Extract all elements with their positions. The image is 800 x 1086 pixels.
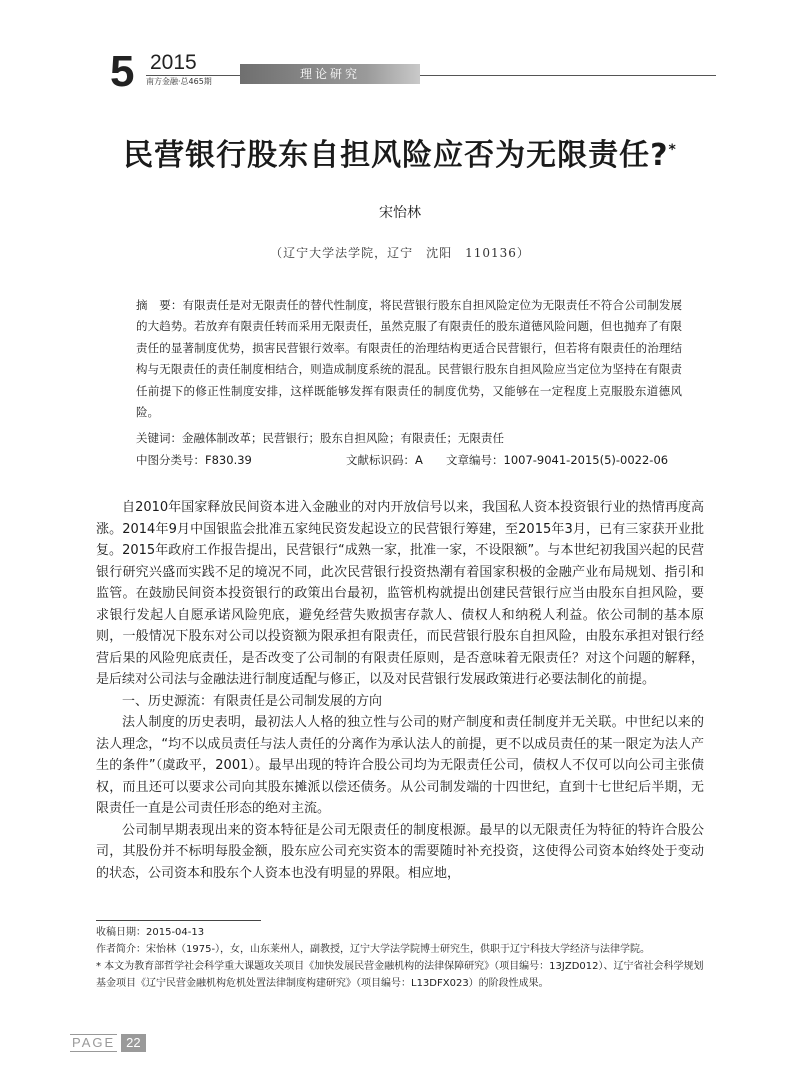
- author-name: 宋怡林: [379, 205, 421, 221]
- journal-name: 南方金融·总465期: [146, 77, 212, 86]
- title-footnote-mark: *: [668, 142, 677, 158]
- page-number: 22: [121, 1034, 145, 1052]
- page-label: PAGE: [72, 1035, 116, 1050]
- keywords: 关键词：金融体制改革；民营银行；股东自担风险；有限责任；无限责任: [136, 431, 504, 445]
- page-footer: [70, 1033, 146, 1053]
- footnotes: [96, 924, 704, 992]
- document-code: 文献标识码：A: [346, 453, 423, 467]
- section-heading: 一、历史源流：有限责任是公司制发展的方向: [122, 693, 383, 709]
- body-paragraph: 自2010年国家释放民间资本进入金融业的对内开放信号以来，我国私人资本投资银行业的热情再度高涨。2014年9月中国银监会批准五家纯民资发起设立的民营银行筹建，至2015年3月，已有三家获开业批复。2015年政府工作报告提出，民营银行“成熟一家，批准一家，不设限额”。与本世纪初我国兴起的民营银行研究兴盛而实践不足的境况不同，此次民营银行投资热潮有着国家积极的金融产业布局规划、指引和监管。在鼓励民间资本投资银行的政策出台最初，监管机构就提出创建民营银行应当由股东自担风险，要求银行发起人自愿承诺风险兜底，避免经营失败损害存款人、债权人和纳税人利益。依公司制的基本原则，一般情况下股东对公司以投资额为限承担有限责任，而民营银行股东自担风险，由股东承担对银行经营后果的风险兜底责任，是否改变了公司制的有限责任原则，是否意味着无限责任？对这个问题的解释，是后续对公司法与金融法进行制度适配与修正，以及对民营银行发展政策进行必要法制化的前提。: [96, 500, 704, 687]
- body-paragraph: 公司制早期表现出来的资本特征是公司无限责任的制度根源。最早的以无限责任为特征的特许合股公司，其股份并不标明每股金额，股东应公司充实资本的需要随时补充投资，这使得公司资本始终处于变动的状态，公司资本和股东个人资本也没有明显的界限。相应地，: [96, 822, 704, 881]
- issue-number: 5: [110, 47, 135, 96]
- footnote-rule: [96, 920, 261, 921]
- abstract-text: 摘 要：有限责任是对无限责任的替代性制度，将民营银行股东自担风险定位为无限责任不符合公司制发展的大趋势。若放弃有限责任转而采用无限责任，虽然克服了有限责任的股东道德风险问题，但也抛弃了有限责任的显著制度优势，损害民营银行效率。有限责任的治理结构更适合民营银行，但若将有限责任的治理结构与无限责任的责任制度相结合，则造成制度系统的混乱。民营银行股东自担风险应当定位为坚持在有限责任前提下的修正性制度安排，这样既能够发挥有限责任的制度优势，又能够在一定程度上克服股东道德风险。: [136, 298, 682, 420]
- abstract: [116, 295, 682, 423]
- funding-note: * 本文为教育部哲学社会科学重大课题攻关项目《加快发展民营金融机构的法律保障研究》（项目编号：13JZD012）、辽宁省社会科学规划基金项目《辽宁民营金融机构危机处置法律制度构建研究》（项目编号：L13DFX023）的阶段性成果。: [96, 961, 704, 989]
- received-date: 收稿日期：2015-04-13: [96, 927, 205, 938]
- header-rule: [146, 75, 716, 76]
- issue-year: 2015: [150, 51, 197, 74]
- body-paragraph: 法人制度的历史表明，最初法人人格的独立性与公司的财产制度和责任制度并无关联。中世纪以来的法人理念，“均不以成员责任与法人责任的分离作为承认法人的前提，更不以成员责任的某一限定为法人产生的条件”（虞政平，2001）。最早出现的特许合股公司均为无限责任公司，债权人不仅可以向公司主张债权，而且还可以要求公司向其股东摊派以偿还债务。从公司制发端的十四世纪，直到十七世纪后半期，无限责任一直是公司责任形态的绝对主流。: [96, 715, 704, 816]
- author-bio: 作者简介：宋怡林（1975-），女，山东莱州人，副教授，辽宁大学法学院博士研究生，供职于辽宁科技大学经济与法律学院。: [96, 944, 651, 955]
- article-number: 文章编号：1007-9041-2015(5)-0022-06: [446, 453, 669, 467]
- article-body: [96, 497, 704, 884]
- section-label: 理论研究: [240, 64, 420, 84]
- article-title-text: 民营银行股东自担风险应否为无限责任?: [123, 138, 669, 173]
- clc-number: 中图分类号：F830.39: [136, 453, 252, 467]
- article-title: [0, 130, 800, 176]
- author-affiliation: （辽宁大学法学院，辽宁 沈阳 110136）: [270, 246, 530, 260]
